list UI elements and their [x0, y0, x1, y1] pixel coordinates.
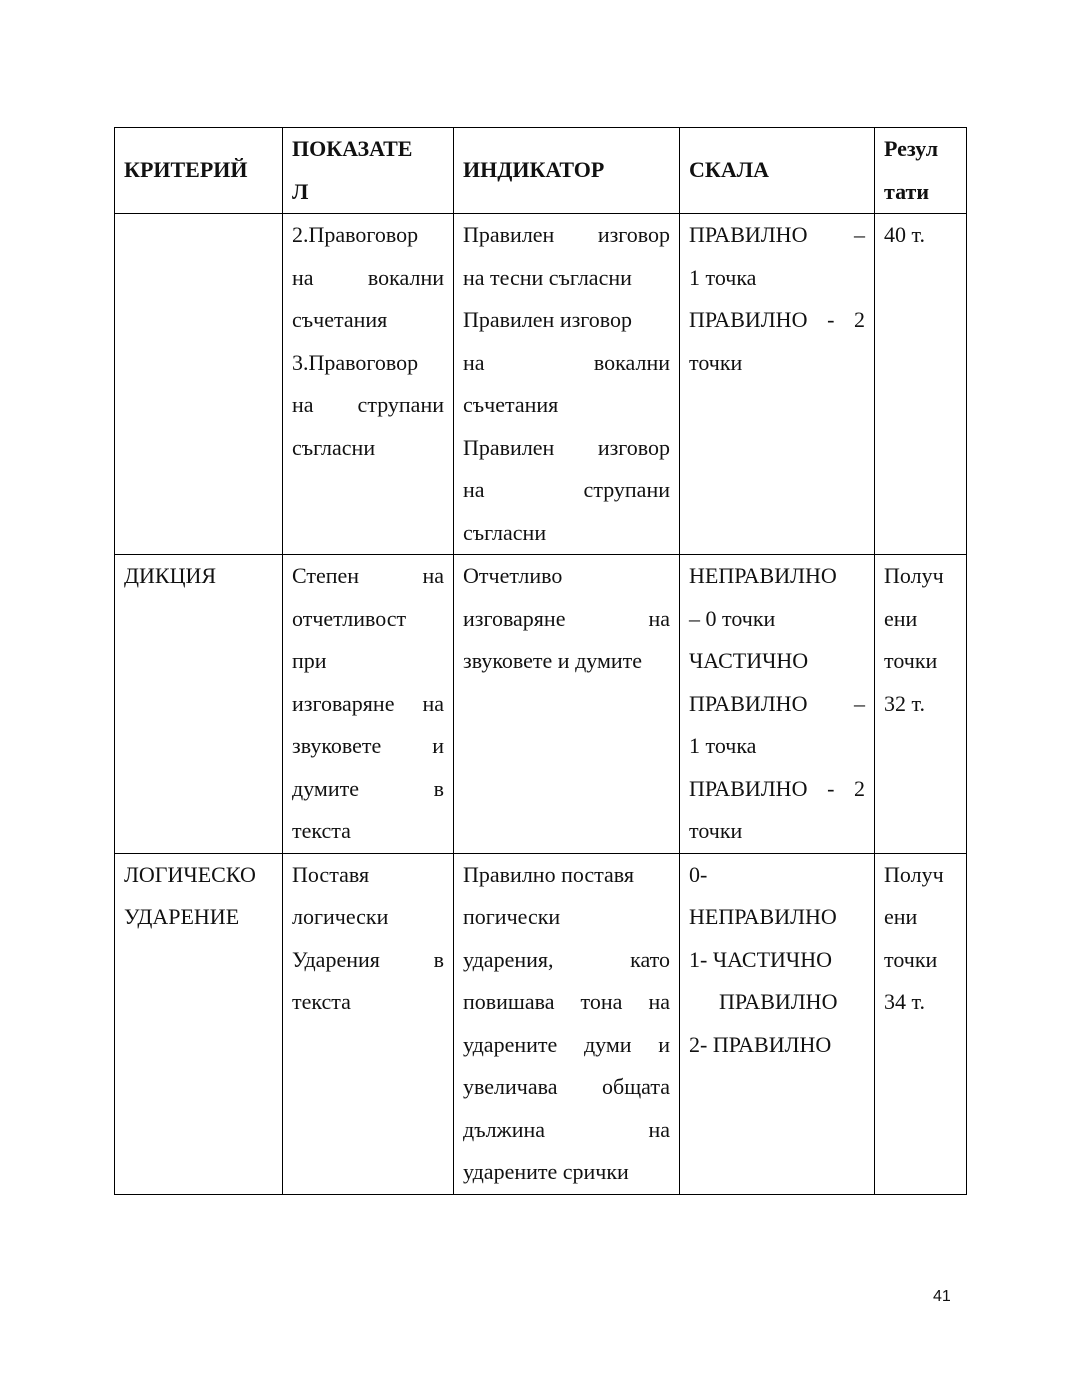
scale-cell [680, 555, 875, 854]
header-results [875, 128, 967, 214]
criterion-cell [115, 853, 283, 1194]
result-line: точки [884, 648, 938, 673]
result-line: Получ [884, 861, 944, 887]
scale-line: 2- ПРАВИЛНО [689, 1031, 832, 1057]
scale-line: ПРАВИЛНО – [689, 222, 865, 247]
header-results-label-line2: тати [884, 178, 929, 204]
marker-line: дължина на [463, 1116, 670, 1142]
header-indicator [283, 128, 454, 214]
header-scale-label: СКАЛА [689, 157, 770, 183]
marker-line: увеличава общата [463, 1074, 670, 1099]
indicator-line: съчетания [292, 307, 388, 332]
result-line: 40 т. [884, 222, 925, 247]
criterion-cell [115, 555, 283, 854]
scale-line: точки [689, 818, 743, 843]
result-line: Получ [884, 563, 944, 588]
scale-cell [680, 214, 875, 555]
result-cell [875, 853, 967, 1194]
marker-line: изговаряне на [463, 605, 670, 631]
scale-line: НЕПРАВИЛНО [689, 563, 837, 588]
indicator-cell [283, 555, 454, 854]
indicator-line: звуковете и [292, 733, 444, 758]
marker-cell [454, 853, 680, 1194]
result-line: 34 т. [884, 989, 925, 1014]
marker-line: звуковете и думите [463, 648, 643, 673]
header-criterion-label: КРИТЕРИЙ [124, 157, 248, 183]
indicator-line: 2.Правоговор [292, 222, 419, 247]
marker-line: ударените срички [463, 1159, 629, 1184]
criterion-line: ЛОГИЧЕСКО [124, 861, 256, 887]
marker-cell [454, 214, 680, 555]
indicator-cell [283, 214, 454, 555]
marker-line: на вокални [463, 349, 670, 375]
result-line: ени [884, 904, 918, 929]
result-line: ени [884, 605, 918, 631]
marker-line: погически [463, 904, 561, 929]
marker-line: съгласни [463, 519, 547, 545]
table-row [115, 214, 967, 555]
scale-line: 0- [689, 861, 708, 887]
indicator-line: Поставя [292, 861, 370, 887]
page-number: 41 [933, 1288, 951, 1305]
marker-line: Правилно поставя [463, 861, 635, 887]
header-indicator-label-line2: Л [292, 178, 309, 204]
scale-line: ЧАСТИЧНО [689, 648, 809, 673]
marker-line: Правилен изговор [463, 307, 633, 332]
marker-line: повишава тона на [463, 989, 670, 1014]
indicator-line: отчетливост [292, 605, 407, 631]
indicator-line: Степен на [292, 563, 444, 588]
marker-line: Отчетливо [463, 563, 563, 588]
indicator-line: изговаряне на [292, 690, 444, 716]
scale-line: 1 точка [689, 733, 757, 758]
header-marker-label: ИНДИКАТОР [463, 157, 605, 183]
marker-line: съчетания [463, 392, 559, 417]
scale-line: точки [689, 349, 743, 375]
indicator-line: на вокални [292, 264, 444, 290]
header-criterion [115, 128, 283, 214]
scale-line: НЕПРАВИЛНО [689, 904, 837, 929]
criterion-cell [115, 214, 283, 555]
indicator-cell [283, 853, 454, 1194]
header-scale [680, 128, 875, 214]
table-row [115, 555, 967, 854]
result-line: точки [884, 946, 938, 972]
scale-line: ПРАВИЛНО – [689, 690, 865, 716]
indicator-line: съгласни [292, 434, 376, 460]
marker-line: на струпани [463, 477, 670, 502]
marker-line: ударените думи и [463, 1031, 670, 1057]
marker-cell [454, 555, 680, 854]
result-cell [875, 555, 967, 854]
assessment-table [114, 127, 967, 1195]
scale-line: ПРАВИЛНО - 2 [689, 307, 865, 332]
scale-line: – 0 точки [689, 605, 776, 631]
criterion-line: УДАРЕНИЕ [124, 904, 240, 929]
marker-line: Правилен изговор [463, 222, 670, 247]
indicator-line: думите в [292, 775, 444, 801]
header-marker [454, 128, 680, 214]
indicator-line: 3.Правоговор [292, 349, 419, 375]
result-line: 32 т. [884, 690, 925, 716]
scale-cell [680, 853, 875, 1194]
scale-line: ПРАВИЛНО - 2 [689, 775, 865, 801]
marker-line: ударения, като [463, 946, 670, 972]
indicator-line: при [292, 648, 327, 673]
marker-line: Правилен изговор [463, 434, 670, 460]
table-header-row [115, 128, 967, 214]
indicator-line: на струпани [292, 392, 444, 417]
criterion-line: ДИКЦИЯ [124, 563, 217, 588]
result-cell [875, 214, 967, 555]
scale-line: ПРАВИЛНО [719, 989, 838, 1014]
marker-line: на тесни съгласни [463, 264, 632, 290]
indicator-line: текста [292, 989, 351, 1014]
table-row [115, 853, 967, 1194]
indicator-line: Ударения в [292, 946, 444, 972]
header-indicator-label-line1: ПОКАЗАТЕ [292, 136, 413, 161]
indicator-line: текста [292, 818, 351, 843]
scale-line: 1 точка [689, 264, 757, 290]
table-body [115, 214, 967, 1195]
scale-line: 1- ЧАСТИЧНО [689, 946, 832, 972]
header-results-label-line1: Резул [884, 136, 939, 161]
indicator-line: логически [292, 904, 389, 929]
